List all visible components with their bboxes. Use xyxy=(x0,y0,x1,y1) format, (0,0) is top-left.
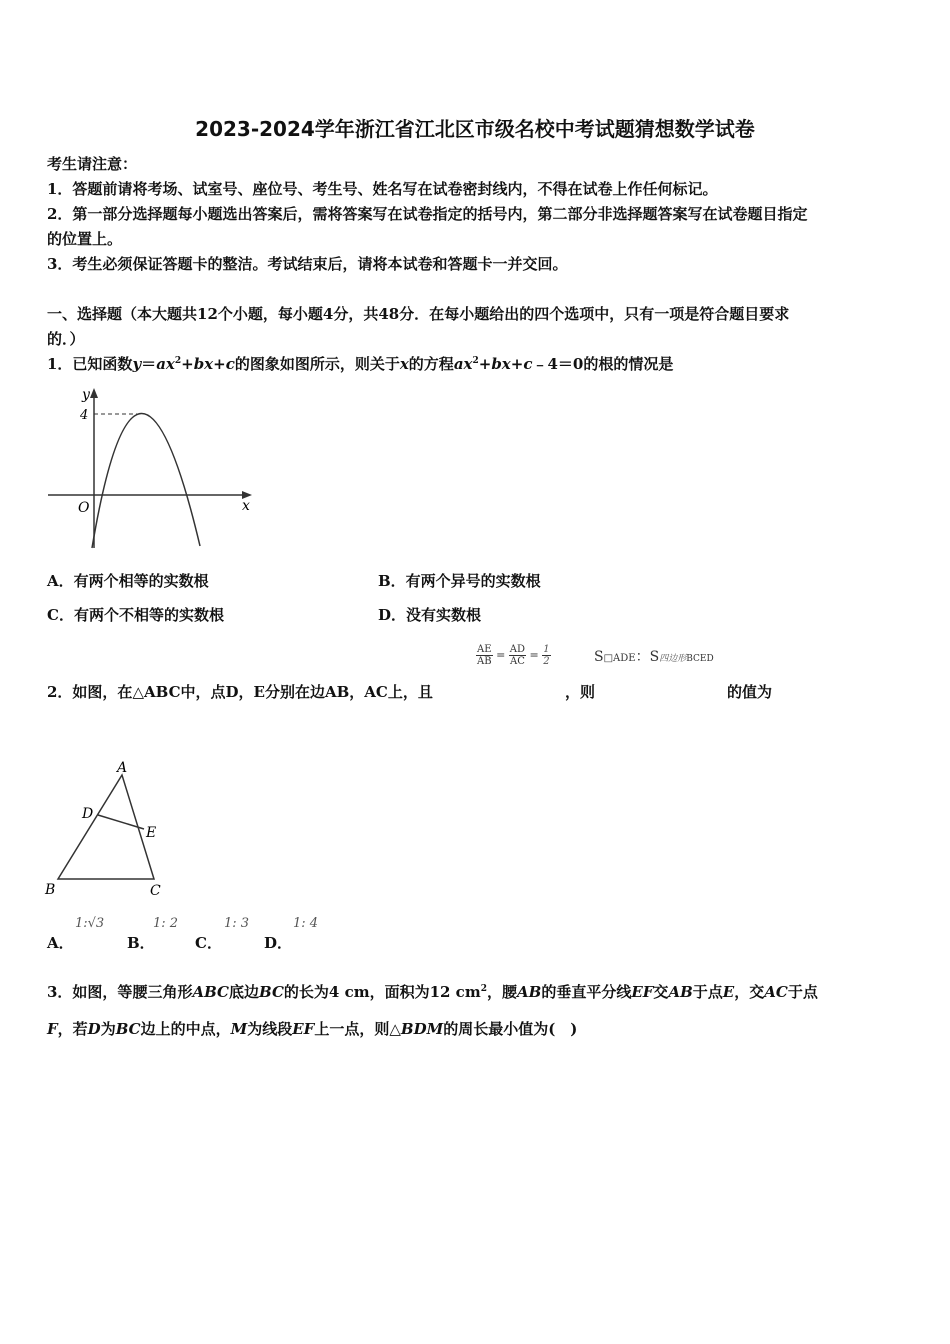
notice-item-1: 1．答题前请将考场、试室号、座位号、考生号、姓名写在试卷密封线内，不得在试卷上作任何标记。 xyxy=(47,180,718,198)
vertex-b-label: B xyxy=(45,882,56,898)
page-title: 2023-2024学年浙江省江北区市级名校中考试题猜想数学试卷 xyxy=(195,117,755,141)
parabola-curve xyxy=(92,413,200,548)
y-axis-label: y xyxy=(82,387,90,403)
question-1-stem: 1．已知函数$y=ax^2+bx+c$的图象如图所示，则关于x的方程$ax^2+bx+c﹣4=0$的根的情况是 xyxy=(47,355,674,373)
y-axis-arrow-icon xyxy=(90,388,98,398)
ratio-formula: $\frac{AE}{AB}$ = $\frac{AD}{AC}$ = $\frac{1}{2}$ xyxy=(477,644,550,667)
triangle-figure xyxy=(40,757,170,902)
option-2b-value[interactable]: 1: 2 xyxy=(153,916,179,931)
option-2d-value[interactable]: 1: 4 xyxy=(293,916,319,931)
point-e-label: E xyxy=(146,825,157,841)
parabola-graph xyxy=(40,382,265,554)
notice-item-3: 3．考生必须保证答题卡的整洁。考试结束后，请将本试卷和答题卡一并交回。 xyxy=(47,255,568,273)
question-2-stem: 2．如图，在△ABC中，点D，E分别在边AB，AC上，且 xyxy=(47,683,433,701)
option-2b-label[interactable]: B． xyxy=(127,934,155,952)
option-2a-value[interactable]: 1:√3 xyxy=(75,916,105,931)
notice-heading: 考生请注意： xyxy=(47,155,138,173)
point-d-label: D xyxy=(82,806,94,822)
option-2d-label[interactable]: D． xyxy=(264,934,293,952)
option-2c-label[interactable]: C． xyxy=(195,934,222,952)
option-1b[interactable]: B．有两个异号的实数根 xyxy=(378,572,541,590)
area-ratio-formula: S□ADE：S四边形BCED xyxy=(594,649,714,665)
option-1d[interactable]: D．没有实数根 xyxy=(378,606,482,624)
question-3-stem-cont: F，若D为BC边上的中点，M为线段EF上一点，则△BDM的周长最小值为( ) xyxy=(47,1020,578,1038)
option-1c[interactable]: C．有两个不相等的实数根 xyxy=(47,606,224,624)
question-2-stem-end: 的值为 xyxy=(727,683,773,701)
question-2-stem-mid: ，则 xyxy=(565,683,596,701)
question-3-stem: 3．如图，等腰三角形ABC底边BC的长为4 cm，面积为12 $cm^2$，腰AB的垂直平分线EF交AB于点E，交AC于点 xyxy=(47,983,818,1001)
section-heading: 一、选择题（本大题共12个小题，每小题4分，共48分．在每小题给出的四个选项中，只有一项是符合题目要求 xyxy=(47,305,790,323)
origin-label: O xyxy=(78,500,90,516)
option-1a[interactable]: A．有两个相等的实数根 xyxy=(47,572,209,590)
vertex-a-label: A xyxy=(117,760,128,776)
notice-item-2: 2．第一部分选择题每小题选出答案后，需将答案写在试卷指定的括号内，第二部分非选择题答案写在试卷题目指定 xyxy=(47,205,808,223)
section-heading-cont: 的．） xyxy=(47,330,85,348)
vertex-c-label: C xyxy=(150,883,161,899)
option-2c-value[interactable]: 1: 3 xyxy=(224,916,250,931)
option-2a-label[interactable]: A． xyxy=(47,934,74,952)
tick-label-4: 4 xyxy=(80,408,89,423)
notice-item-2-cont: 的位置上。 xyxy=(47,230,123,248)
x-axis-label: x xyxy=(242,498,250,514)
